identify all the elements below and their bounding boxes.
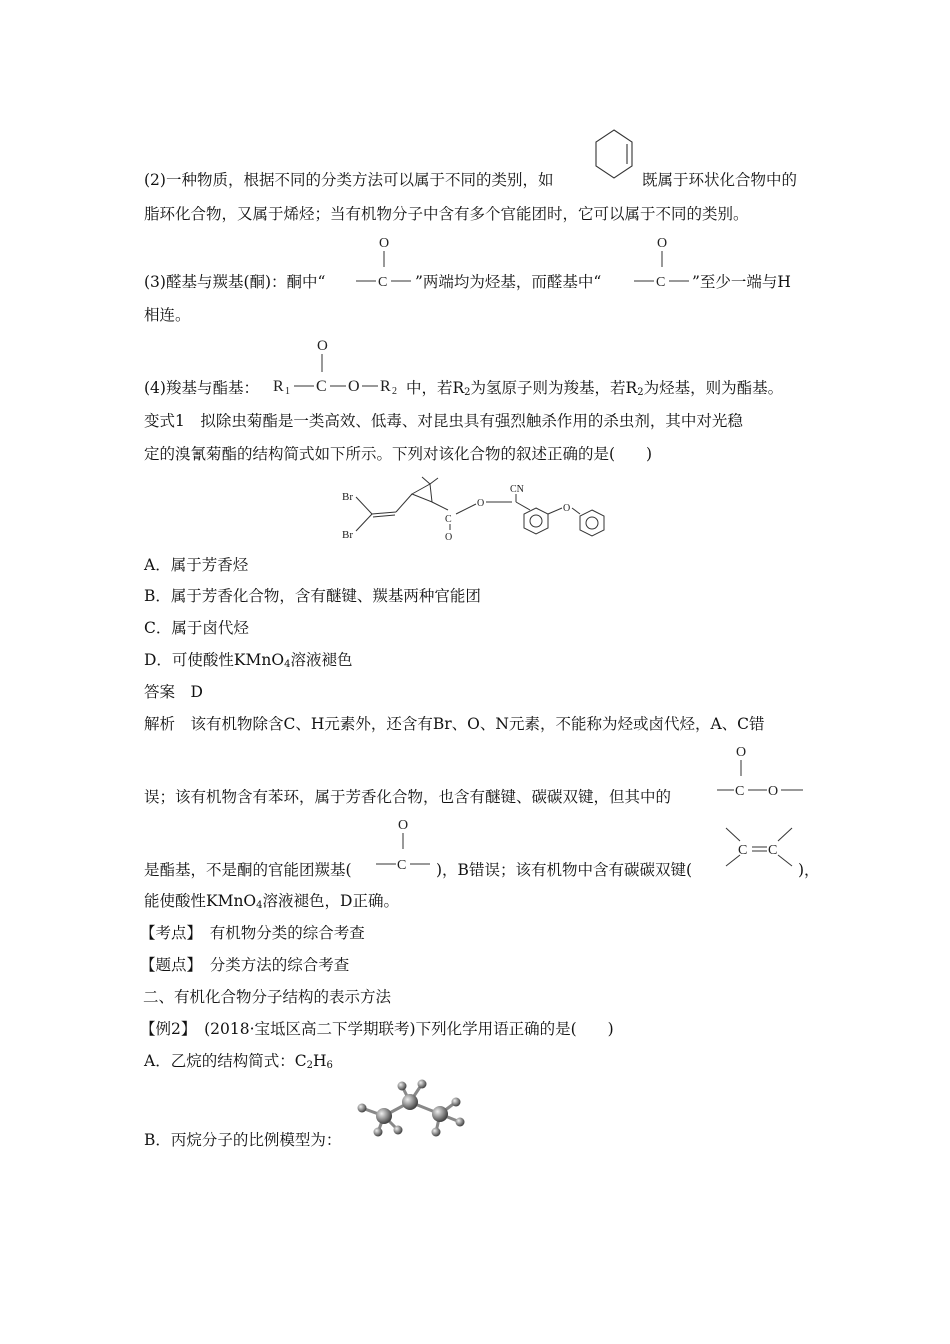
carbonyl-o-label: O <box>379 236 390 251</box>
p2-text-a: (2)一种物质，根据不同的分类方法可以属于不同的类别，如 <box>144 171 554 189</box>
delta-ester-o: O <box>477 498 485 509</box>
carbonyl-3-o: O <box>398 818 409 833</box>
tidian-text: 【题点】 分类方法的综合考查 <box>140 956 350 974</box>
kaodian <box>140 923 365 943</box>
option-c <box>144 618 249 638</box>
section-2-text: 二、有机化合物分子结构的表示方法 <box>143 988 392 1006</box>
analysis-text-3b: )，B错误；该有机物中含有碳碳双键( <box>436 861 692 879</box>
paragraph-3-line-1 <box>144 272 325 292</box>
paragraph-3-line-2 <box>144 305 191 325</box>
p3-text-c: ”至少一端与H <box>692 273 791 291</box>
br-label-2: Br <box>342 529 353 541</box>
ester-group-o: O <box>768 784 779 799</box>
deltamethrin-structure <box>340 476 612 544</box>
paragraph-2-line-2 <box>144 204 749 224</box>
tidian <box>140 955 349 975</box>
variant-1-line-1 <box>144 411 743 431</box>
paragraph-2-line-1b <box>642 170 797 190</box>
option-d <box>144 650 352 675</box>
analysis-line-1 <box>144 714 765 734</box>
ester-r1: R <box>273 378 284 395</box>
ester-group-c: C <box>735 784 745 799</box>
analysis-line-4 <box>144 891 399 916</box>
paragraph-2-line-1 <box>144 170 553 190</box>
delta-c: C <box>445 514 452 525</box>
carbonyl-3-c: C <box>397 858 407 873</box>
p4-sub-2: 2 <box>637 387 644 398</box>
example-2-option-a <box>144 1051 333 1076</box>
section-2-heading <box>143 987 391 1007</box>
br-label-1: Br <box>342 491 353 503</box>
carbonyl-structure-1 <box>356 234 412 292</box>
paragraph-4-line-1 <box>144 378 259 398</box>
alkene-c-2: C <box>768 843 778 858</box>
analysis-line-3b <box>436 860 692 880</box>
kaodian-text: 【考点】 有机物分类的综合考查 <box>140 924 365 942</box>
analysis-text-4a: 能使酸性KMnO <box>144 892 257 910</box>
delta-ether-o: O <box>563 503 571 514</box>
p2-text-c: 脂环化合物，又属于烯烃；当有机物分子中含有多个官能团时，它可以属于不同的类别。 <box>144 205 749 223</box>
answer <box>144 682 203 702</box>
p3-text-a: (3)醛基与羰基(酮)：酮中“ <box>144 273 326 291</box>
ex2-a-sub-2: 6 <box>326 1060 333 1071</box>
variant-text-1: 变式1 拟除虫菊酯是一类高效、低毒、对昆虫具有强烈触杀作用的杀虫剂，其中对光稳 <box>144 412 743 430</box>
option-d-text-2: 溶液褪色 <box>290 651 353 669</box>
ex2-b-text: B．丙烷分子的比例模型为： <box>144 1131 342 1149</box>
analysis-text-3c: )， <box>798 861 820 879</box>
analysis-line-2 <box>144 787 671 807</box>
p3-text-b: ”两端均为烃基，而醛基中“ <box>415 273 602 291</box>
example-2-stem <box>140 1019 614 1039</box>
analysis-line-3a <box>144 860 352 880</box>
alkene-structure <box>720 824 794 880</box>
variant-1-line-2 <box>144 444 652 464</box>
p4-text-b1: 中，若R <box>406 379 465 397</box>
ester-r2: R <box>380 378 391 395</box>
option-c-text: C．属于卤代烃 <box>144 619 249 637</box>
paragraph-4-line-1b <box>406 378 783 403</box>
option-d-text-1: D．可使酸性KMnO <box>144 651 285 669</box>
delta-cn: CN <box>510 484 524 495</box>
ester-r1-sub: 1 <box>285 386 290 397</box>
p4-text-a: (4)羧基与酯基： <box>144 379 259 397</box>
variant-text-2: 定的溴氰菊酯的结构简式如下所示。下列对该化合物的叙述正确的是( ) <box>144 445 653 463</box>
answer-text: 答案 D <box>144 683 203 701</box>
analysis-sub-4: 4 <box>256 900 263 911</box>
example-2-text: 【例2】 (2018·宝坻区高二下学期联考)下列化学用语正确的是( ) <box>140 1020 614 1038</box>
option-b-text: B．属于芳香化合物，含有醚键、羰基两种官能团 <box>144 587 481 605</box>
ester-structure <box>272 336 404 398</box>
ester-group-structure <box>717 742 807 800</box>
analysis-line-3c <box>798 860 820 880</box>
ester-o: O <box>348 378 360 395</box>
ester-carbonyl-o: O <box>317 338 328 354</box>
analysis-text-2: 误；该有机物含有苯环，属于芳香化合物，也含有醚键、碳碳双键，但其中的 <box>144 788 672 806</box>
ester-r2-sub: 2 <box>392 386 397 397</box>
carbonyl-o-label: O <box>657 236 668 251</box>
ester-c: C <box>316 378 327 395</box>
option-a-text: A．属于芳香烃 <box>144 556 249 574</box>
p3-text-d: 相连。 <box>144 306 191 324</box>
alkene-c-1: C <box>738 843 748 858</box>
paragraph-3-line-1b <box>415 272 601 292</box>
option-a <box>144 555 248 575</box>
analysis-text-4b: 溶液褪色，D正确。 <box>262 892 399 910</box>
paragraph-3-line-1c <box>692 272 791 292</box>
delta-carbonyl-o: O <box>445 532 453 543</box>
ex2-a-text-1: A．乙烷的结构简式：C <box>144 1052 307 1070</box>
analysis-text-3a: 是酯基，不是酮的官能团羰基( <box>144 861 352 879</box>
carbonyl-structure-3 <box>376 816 432 874</box>
p4-text-b3: 为烃基，则为酯基。 <box>643 379 784 397</box>
p4-text-b2: 为氢原子则为羧基，若R <box>470 379 638 397</box>
carbonyl-structure-2 <box>634 234 690 292</box>
p2-text-b: 既属于环状化合物中的 <box>642 171 798 189</box>
ester-group-carbonyl-o: O <box>736 745 747 760</box>
carbonyl-c-label: C <box>378 275 388 290</box>
cyclohexene-structure <box>592 128 636 184</box>
option-d-sub: 4 <box>284 659 291 670</box>
propane-model <box>352 1080 474 1144</box>
example-2-option-b <box>144 1130 341 1150</box>
carbonyl-c-label: C <box>656 275 666 290</box>
analysis-text-1: 解析 该有机物除含C、H元素外，还含有Br、O、N元素，不能称为烃或卤代烃，A、C错 <box>144 715 765 733</box>
option-b <box>144 586 481 606</box>
ex2-a-text-2: H <box>312 1052 327 1070</box>
p4-sub-1: 2 <box>464 387 471 398</box>
ex2-a-sub-1: 2 <box>306 1060 313 1071</box>
